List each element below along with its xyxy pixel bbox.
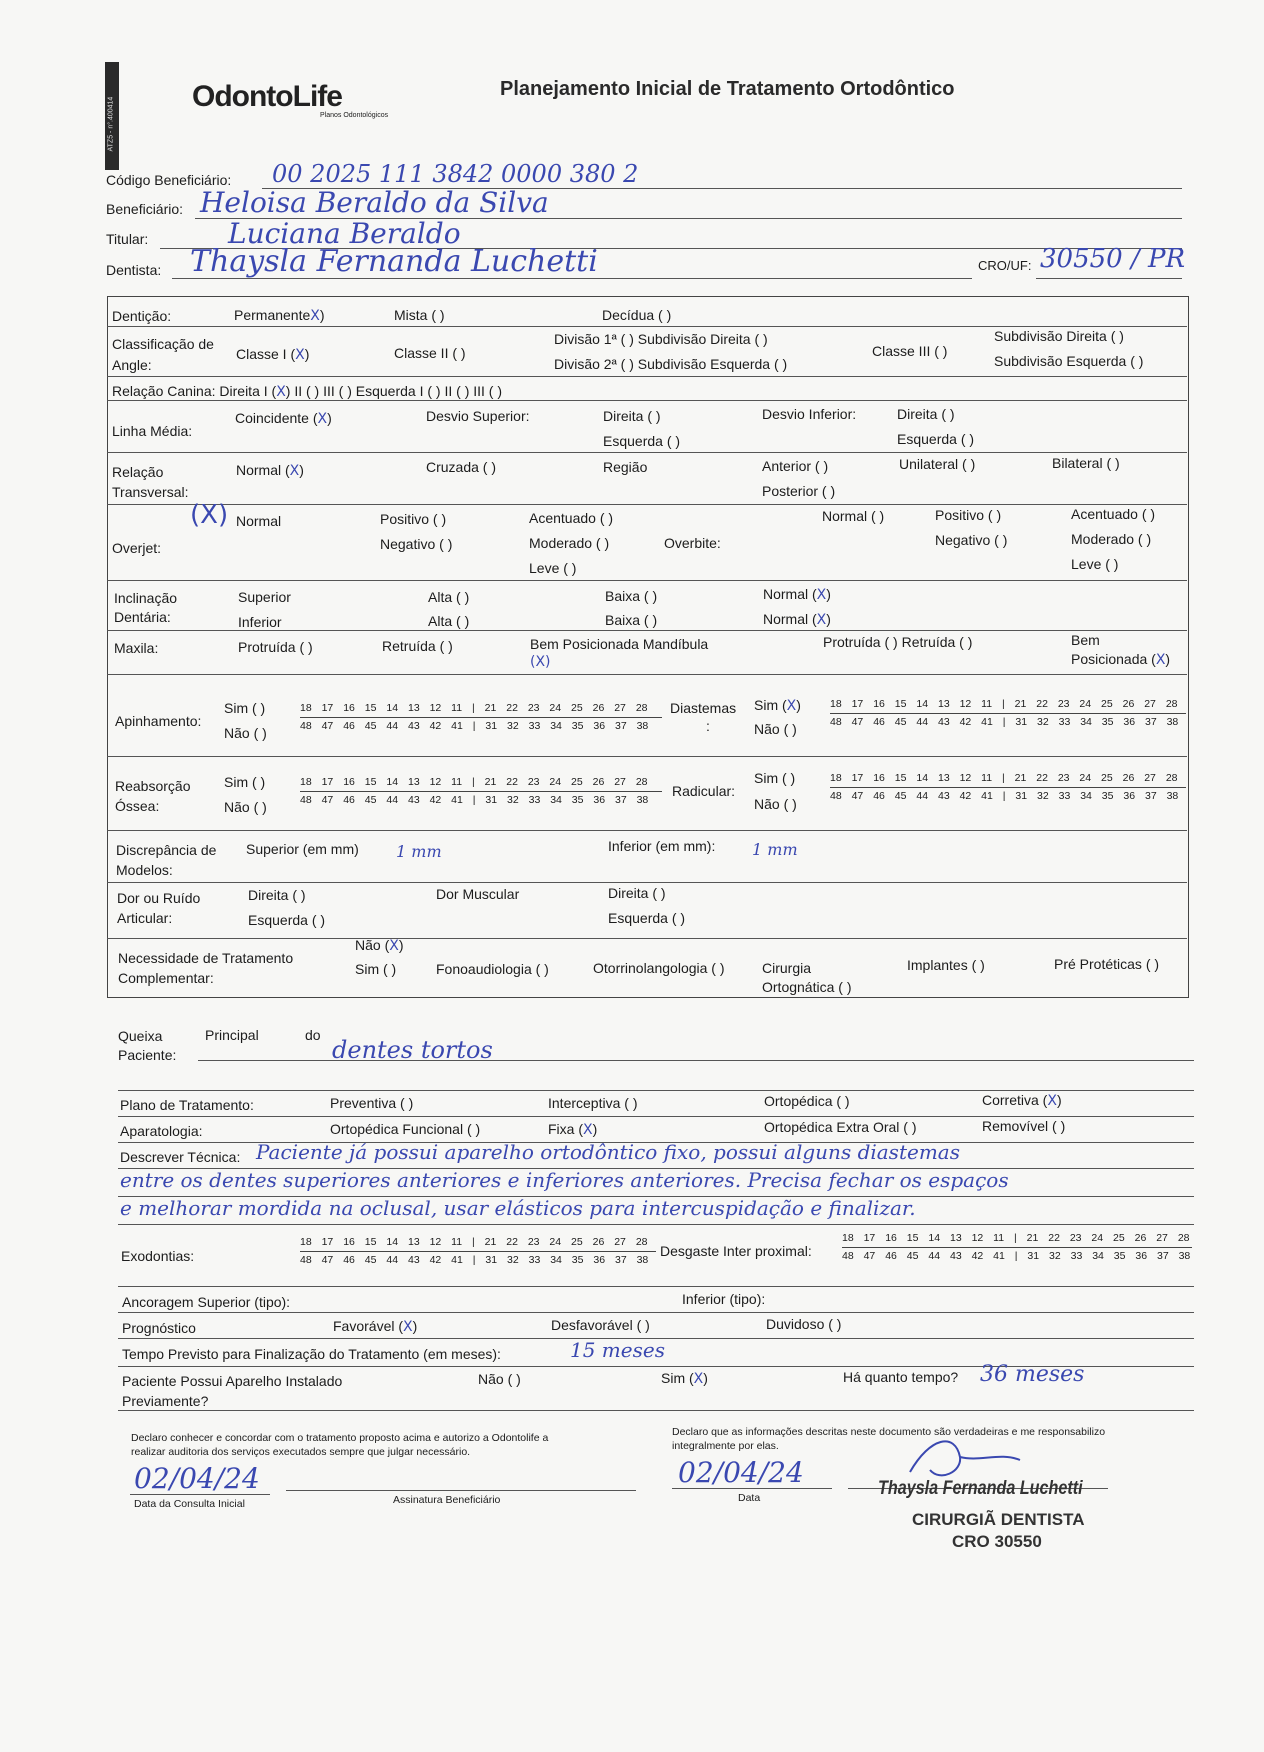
cro-label: CRO/UF: xyxy=(978,258,1032,273)
normal-sup-mark: X xyxy=(816,587,827,603)
data-dentista-value[interactable]: 02/04/24 xyxy=(678,1456,804,1489)
favoravel-close: ) xyxy=(412,1318,418,1334)
data-consulta-value[interactable]: 02/04/24 xyxy=(134,1462,260,1495)
declaracao-beneficiario: Declaro conhecer e concordar com o tratamento proposto acima e autorizo a Odontolife a xyxy=(131,1432,549,1444)
overbite-positivo[interactable]: Positivo ( ) xyxy=(935,507,1002,523)
mand-bem-text: Posicionada ( xyxy=(1071,651,1156,667)
stamp-cro: CRO 30550 xyxy=(952,1532,1042,1551)
inclinacao-label: Inclinação xyxy=(114,590,178,606)
implantes[interactable]: Implantes ( ) xyxy=(907,957,985,973)
linha-media-label: Linha Média: xyxy=(112,423,193,439)
overbite-leve[interactable]: Leve ( ) xyxy=(1071,556,1119,572)
desvio-inf-esquerda[interactable]: Esquerda ( ) xyxy=(897,431,975,447)
relacao-canina xyxy=(112,383,502,400)
transversal-label: Relação xyxy=(112,464,164,480)
barcode-strip: ATZ5 - n°.400414 xyxy=(105,62,119,170)
permanente-close: ) xyxy=(319,307,325,323)
complementar-nao-close: ) xyxy=(398,937,404,953)
bilateral[interactable]: Bilateral ( ) xyxy=(1052,455,1120,471)
discrepancia-label-2: Modelos: xyxy=(116,862,173,878)
complementar-label: Necessidade de Tratamento xyxy=(118,950,294,966)
aparelho-sim-mark: X xyxy=(693,1371,704,1387)
dor-esquerda[interactable]: Esquerda ( ) xyxy=(248,912,326,928)
tecnica-line-1[interactable]: Paciente já possui aparelho ortodôntico fixo, possui alguns diastemas xyxy=(256,1140,960,1164)
pre-proteticas[interactable]: Pré Protéticas ( ) xyxy=(1054,956,1160,972)
declaracao-dentista-2: integralmente por elas. xyxy=(672,1440,779,1452)
coincidente-mark: X xyxy=(317,411,328,427)
complementar-label-2: Complementar: xyxy=(118,970,214,986)
regiao-label: Região xyxy=(603,459,648,475)
aparatologia-removivel[interactable]: Removível ( ) xyxy=(982,1118,1066,1134)
reabsorcao-tooth-chart: 18 17 16 15 14 13 12 11 | 21 22 23 24 25 26 27 28 48 47 46 45 44 43 42 41 | 31 32 33 34 35 36 37 38 xyxy=(300,776,662,806)
prognostico-label: Prognóstico xyxy=(122,1320,196,1336)
stamp-name: Thaysla Fernanda Luchetti xyxy=(878,1478,1083,1499)
discrepancia-inferior-value[interactable]: 1 mm xyxy=(752,840,798,859)
alta-superior[interactable]: Alta ( ) xyxy=(428,589,470,605)
dentista-value: Thaysla Fernanda Luchetti xyxy=(190,244,598,279)
coincidente[interactable] xyxy=(235,410,332,427)
canina-text-a: Relação Canina: Direita I ( xyxy=(112,383,277,399)
lower-right-teeth: 48 47 46 45 44 43 42 41 xyxy=(842,1250,1005,1262)
dor-label: Dor ou Ruído xyxy=(117,890,201,906)
ha-quanto-tempo-value[interactable]: 36 meses xyxy=(980,1362,1085,1387)
inclinacao-superior: Superior xyxy=(238,589,291,605)
alta-inferior[interactable]: Alta ( ) xyxy=(428,613,470,629)
normal-inf-mark: X xyxy=(816,612,827,628)
transversal-cruzada[interactable]: Cruzada ( ) xyxy=(426,459,497,475)
dor-direita[interactable]: Direita ( ) xyxy=(248,887,306,903)
denticao-decidua[interactable]: Decídua ( ) xyxy=(602,307,672,323)
lower-left-teeth: 31 32 33 34 35 36 37 38 xyxy=(485,1254,649,1266)
radicular-nao[interactable]: Não ( ) xyxy=(754,796,797,812)
codigo-value: 00 2025 111 3842 0000 380 2 xyxy=(272,160,639,188)
permanente-text: Permanente xyxy=(234,307,311,323)
tecnica-label: Descrever Técnica: xyxy=(120,1149,241,1165)
prognostico-desfavoravel[interactable]: Desfavorável ( ) xyxy=(551,1317,650,1333)
mand-bem-close: ) xyxy=(1165,651,1171,667)
lower-right-teeth: 48 47 46 45 44 43 42 41 xyxy=(830,790,993,802)
beneficiario-label: Beneficiário: xyxy=(106,201,184,217)
ancoragem-superior-label: Ancoragem Superior (tipo): xyxy=(122,1294,291,1310)
transversal-label-2: Transversal: xyxy=(112,484,189,500)
ortopedica-funcional[interactable]: Ortopédica Funcional ( ) xyxy=(330,1121,481,1137)
overjet-moderado[interactable]: Moderado ( ) xyxy=(529,535,610,551)
aparelho-previo-label: Paciente Possui Aparelho Instalado xyxy=(122,1373,343,1389)
lower-left-teeth: 31 32 33 34 35 36 37 38 xyxy=(485,794,649,806)
overbite-acentuado[interactable]: Acentuado ( ) xyxy=(1071,506,1156,522)
normal-sup-text: Normal ( xyxy=(763,586,817,602)
lower-left-teeth: 31 32 33 34 35 36 37 38 xyxy=(1027,1250,1191,1262)
maxila-bem-mark[interactable]: (X) xyxy=(530,654,551,670)
overjet-leve[interactable]: Leve ( ) xyxy=(529,560,577,576)
plano-tratamento-label: Plano de Tratamento: xyxy=(120,1097,254,1113)
prognostico-favoravel[interactable] xyxy=(333,1318,417,1335)
declaracao-dentista: Declaro que as informações descritas neste documento são verdadeiras e me responsabilizo xyxy=(672,1426,1106,1438)
beneficiario-value: Heloisa Beraldo da Silva xyxy=(200,186,549,219)
normal-inf-close: ) xyxy=(826,611,831,627)
upper-left-teeth: 21 22 23 24 25 26 27 28 xyxy=(1026,1232,1190,1244)
transversal-normal-text: Normal ( xyxy=(236,462,290,478)
lower-left-teeth: 31 32 33 34 35 36 37 38 xyxy=(485,720,649,732)
upper-right-teeth: 18 17 16 15 14 13 12 11 xyxy=(300,1236,463,1248)
codigo-label: Código Beneficiário: xyxy=(106,172,232,188)
diastemas-label: Diastemas xyxy=(670,700,737,716)
prognostico-duvidoso[interactable]: Duvidoso ( ) xyxy=(766,1316,842,1332)
ha-quanto-tempo-label: Há quanto tempo? xyxy=(843,1369,959,1385)
reabsorcao-sim[interactable]: Sim ( ) xyxy=(224,774,266,790)
complementar-nao[interactable] xyxy=(355,937,404,954)
classe-2[interactable]: Classe II ( ) xyxy=(394,345,466,361)
inclinacao-inferior: Inferior xyxy=(238,614,282,630)
page-title: Planejamento Inicial de Tratamento Ortodôntico xyxy=(500,78,955,100)
ancoragem-inferior-label: Inferior (tipo): xyxy=(682,1291,766,1307)
aparelho-previo-nao[interactable]: Não ( ) xyxy=(478,1371,521,1387)
overbite-label: Overbite: xyxy=(664,535,721,551)
normal-superior[interactable] xyxy=(763,586,831,603)
data-consulta-label: Data da Consulta Inicial xyxy=(134,1498,245,1510)
upper-left-teeth: 21 22 23 24 25 26 27 28 xyxy=(484,776,648,788)
cirurgia-ortognatica[interactable]: Ortognática ( ) xyxy=(762,979,852,995)
upper-right-teeth: 18 17 16 15 14 13 12 11 xyxy=(300,776,463,788)
upper-right-teeth: 18 17 16 15 14 13 12 11 xyxy=(300,702,463,714)
cirurgia-label: Cirurgia xyxy=(762,960,812,976)
diastemas-sim[interactable] xyxy=(754,697,801,714)
plano-ortopedica[interactable]: Ortopédica ( ) xyxy=(764,1093,850,1109)
plano-preventiva[interactable]: Preventiva ( ) xyxy=(330,1095,414,1111)
reabsorcao-label-2: Óssea: xyxy=(115,798,160,814)
complementar-nao-text: Não ( xyxy=(355,937,390,953)
plano-corretiva[interactable] xyxy=(982,1092,1062,1109)
angle-label: Classificação de xyxy=(112,336,214,352)
regiao-anterior[interactable]: Anterior ( ) xyxy=(762,458,829,474)
logo-subtitle: Planos Odontológicos xyxy=(320,112,389,119)
canina-text-b: ) II ( ) III ( ) Esquerda I ( ) II ( ) III ( ) xyxy=(285,383,503,399)
discrepancia-inferior-label: Inferior (em mm): xyxy=(608,838,716,854)
apinhamento-label: Apinhamento: xyxy=(115,713,202,729)
corretiva-close: ) xyxy=(1056,1092,1062,1108)
overjet-normal[interactable]: Normal xyxy=(236,513,282,529)
inclinacao-label-2: Dentária: xyxy=(114,609,171,625)
lower-right-teeth: 48 47 46 45 44 43 42 41 xyxy=(300,1254,463,1266)
divisao-1[interactable]: Divisão 1ª ( ) Subdivisão Direita ( ) xyxy=(554,331,768,347)
maxila-protruida[interactable]: Protruída ( ) xyxy=(238,639,313,655)
lower-left-teeth: 31 32 33 34 35 36 37 38 xyxy=(1015,716,1179,728)
overjet-positivo[interactable]: Positivo ( ) xyxy=(380,511,447,527)
baixa-superior[interactable]: Baixa ( ) xyxy=(605,588,658,604)
normal-inferior[interactable] xyxy=(763,611,831,628)
classe1-text: Classe I ( xyxy=(236,346,296,362)
transversal-normal-mark: X xyxy=(289,463,300,479)
queixa-value[interactable]: dentes tortos xyxy=(332,1036,493,1064)
upper-right-teeth: 18 17 16 15 14 13 12 11 xyxy=(830,698,993,710)
overbite-moderado[interactable]: Moderado ( ) xyxy=(1071,531,1152,547)
coincidente-text: Coincidente ( xyxy=(235,410,318,426)
favoravel-mark: X xyxy=(403,1319,413,1335)
tecnica-line-3[interactable]: e melhorar mordida na oclusal, usar elásticos para intercuspidação e finalizar. xyxy=(120,1196,916,1220)
divisao-2[interactable]: Divisão 2ª ( ) Subdivisão Esquerda ( ) xyxy=(554,356,788,372)
desvio-sup-esquerda[interactable]: Esquerda ( ) xyxy=(603,433,681,449)
muscular-esquerda[interactable]: Esquerda ( ) xyxy=(608,910,686,926)
reabsorcao-label: Reabsorção xyxy=(115,778,191,794)
diastemas-tooth-chart: 18 17 16 15 14 13 12 11 | 21 22 23 24 25 26 27 28 48 47 46 45 44 43 42 41 | 31 32 33 34 35 36 37 38 xyxy=(830,698,1186,728)
classe1-close: ) xyxy=(304,346,310,362)
radicular-tooth-chart: 18 17 16 15 14 13 12 11 | 21 22 23 24 25 26 27 28 48 47 46 45 44 43 42 41 | 31 32 33 34 35 36 37 38 xyxy=(830,772,1186,802)
classe-1[interactable] xyxy=(236,346,309,363)
angle-label-2: Angle: xyxy=(112,357,152,373)
discrepancia-label: Discrepância de xyxy=(116,842,217,858)
muscular-direita[interactable]: Direita ( ) xyxy=(608,885,666,901)
aparelho-sim-text: Sim ( xyxy=(661,1370,694,1386)
denticao-permanente[interactable] xyxy=(234,307,325,324)
regiao-posterior[interactable]: Posterior ( ) xyxy=(762,483,836,499)
plano-interceptiva[interactable]: Interceptiva ( ) xyxy=(548,1095,638,1111)
fixa-close: ) xyxy=(592,1121,598,1137)
overjet-label: Overjet: xyxy=(112,540,162,556)
complementar-nao-mark: X xyxy=(389,938,399,954)
baixa-inferior[interactable]: Baixa ( ) xyxy=(605,612,658,628)
queixa-label-principal: Principal xyxy=(205,1027,259,1043)
dor-muscular-label: Dor Muscular xyxy=(436,886,520,902)
data-dentista-label: Data xyxy=(738,1492,761,1504)
declaracao-beneficiario-2: realizar auditoria dos serviços executados sempre que julgar necessário. xyxy=(131,1446,471,1458)
subdivisao-esquerda[interactable]: Subdivisão Esquerda ( ) xyxy=(994,353,1144,369)
transversal-normal-close: ) xyxy=(299,462,304,478)
diastemas-colon: : xyxy=(706,718,710,734)
desvio-superior-label: Desvio Superior: xyxy=(426,408,530,424)
corretiva-text: Corretiva ( xyxy=(982,1092,1048,1108)
queixa-label-paciente: Paciente: xyxy=(118,1047,177,1063)
upper-left-teeth: 21 22 23 24 25 26 27 28 xyxy=(1014,772,1178,784)
mandibula-protruida-retruida[interactable]: Protruída ( ) Retruída ( ) xyxy=(823,634,973,650)
classe1-mark: X xyxy=(295,347,305,363)
diastemas-nao[interactable]: Não ( ) xyxy=(754,721,797,737)
fixa-text: Fixa ( xyxy=(548,1121,583,1137)
desgaste-label: Desgaste Inter proximal: xyxy=(660,1243,812,1259)
mand-bem-mark: X xyxy=(1155,652,1166,668)
lower-right-teeth: 48 47 46 45 44 43 42 41 xyxy=(300,720,463,732)
aparelho-sim-close: ) xyxy=(703,1370,708,1386)
aparelho-previo-sim[interactable] xyxy=(661,1370,708,1387)
overbite-negativo[interactable]: Negativo ( ) xyxy=(935,532,1008,548)
dentista-label: Dentista: xyxy=(106,262,162,278)
assinatura-beneficiario-label: Assinatura Beneficiário xyxy=(393,1494,501,1506)
corretiva-mark: X xyxy=(1047,1093,1057,1109)
lower-right-teeth: 48 47 46 45 44 43 42 41 xyxy=(830,716,993,728)
desgaste-tooth-chart: 18 17 16 15 14 13 12 11 | 21 22 23 24 25 26 27 28 48 47 46 45 44 43 42 41 | 31 32 33 34 35 36 37 38 xyxy=(842,1232,1191,1262)
reabsorcao-nao[interactable]: Não ( ) xyxy=(224,799,267,815)
fixa-mark: X xyxy=(583,1122,593,1138)
upper-right-teeth: 18 17 16 15 14 13 12 11 xyxy=(842,1232,1005,1244)
coincidente-close: ) xyxy=(327,410,332,426)
apinhamento-sim[interactable]: Sim ( ) xyxy=(224,700,266,716)
unilateral[interactable]: Unilateral ( ) xyxy=(899,456,976,472)
dor-label-2: Articular: xyxy=(117,910,173,926)
logo-text: OdontoLife xyxy=(192,80,342,113)
mandibula-bem-label: Bem xyxy=(1071,632,1100,648)
bem-posicionada-mandibula: Bem Posicionada Mandíbula xyxy=(530,636,709,652)
normal-sup-close: ) xyxy=(826,586,831,602)
maxila-retruida[interactable]: Retruída ( ) xyxy=(382,638,453,654)
maxila-label: Maxila: xyxy=(114,640,159,656)
fonoaudiologia[interactable]: Fonoaudiologia ( ) xyxy=(436,961,549,977)
aparelho-previo-label-2: Previamente? xyxy=(122,1393,209,1409)
aparatologia-label: Aparatologia: xyxy=(120,1123,203,1139)
queixa-label-do: do xyxy=(305,1027,321,1043)
otorrinolaringologia[interactable]: Otorrinolangologia ( ) xyxy=(593,960,725,976)
upper-left-teeth: 21 22 23 24 25 26 27 28 xyxy=(484,702,648,714)
titular-label: Titular: xyxy=(106,231,149,247)
odontolife-logo xyxy=(192,80,388,119)
diastemas-sim-mark: X xyxy=(786,698,797,714)
apinhamento-tooth-chart: 18 17 16 15 14 13 12 11 | 21 22 23 24 25 26 27 28 48 47 46 45 44 43 42 41 | 31 32 33 34 35 36 37 38 xyxy=(300,702,662,732)
canina-mark: X xyxy=(276,384,286,400)
transversal-normal[interactable] xyxy=(236,462,304,479)
desvio-inferior-label: Desvio Inferior: xyxy=(762,406,857,422)
upper-right-teeth: 18 17 16 15 14 13 12 11 xyxy=(830,772,993,784)
upper-left-teeth: 21 22 23 24 25 26 27 28 xyxy=(1014,698,1178,710)
titular-value: Luciana Beraldo xyxy=(228,217,461,250)
classe-3[interactable]: Classe III ( ) xyxy=(872,343,948,359)
overbite-normal[interactable]: Normal ( ) xyxy=(822,508,885,524)
apinhamento-nao[interactable]: Não ( ) xyxy=(224,725,267,741)
tecnica-line-2[interactable]: entre os dentes superiores anteriores e inferiores anteriores. Precisa fechar os espaços xyxy=(120,1168,1009,1192)
subdivisao-direita[interactable]: Subdivisão Direita ( ) xyxy=(994,328,1124,344)
normal-inf-text: Normal ( xyxy=(763,611,817,627)
radicular-sim[interactable]: Sim ( ) xyxy=(754,770,796,786)
lower-left-teeth: 31 32 33 34 35 36 37 38 xyxy=(1015,790,1179,802)
denticao-label: Dentição: xyxy=(112,308,172,324)
diastemas-sim-text: Sim ( xyxy=(754,697,787,713)
queixa-label: Queixa xyxy=(118,1028,163,1044)
desvio-sup-direita[interactable]: Direita ( ) xyxy=(603,408,661,424)
exodontias-tooth-chart: 18 17 16 15 14 13 12 11 | 21 22 23 24 25 26 27 28 48 47 46 45 44 43 42 41 | 31 32 33 34 35 36 37 38 xyxy=(300,1236,656,1266)
permanente-mark: X xyxy=(310,308,320,324)
discrepancia-superior-label: Superior (em mm) xyxy=(246,841,359,857)
discrepancia-superior-value[interactable]: 1 mm xyxy=(396,842,442,861)
stamp-title: CIRURGIÃ DENTISTA xyxy=(912,1510,1085,1529)
upper-left-teeth: 21 22 23 24 25 26 27 28 xyxy=(484,1236,648,1248)
exodontias-label: Exodontias: xyxy=(121,1248,195,1264)
tempo-previsto-label: Tempo Previsto para Finalização do Tratamento (em meses): xyxy=(122,1346,501,1362)
desvio-inf-direita[interactable]: Direita ( ) xyxy=(897,406,955,422)
diastemas-sim-close: ) xyxy=(796,697,801,713)
complementar-sim[interactable]: Sim ( ) xyxy=(355,961,397,977)
ortopedica-extra-oral[interactable]: Ortopédica Extra Oral ( ) xyxy=(764,1119,917,1135)
overjet-mark: (X) xyxy=(190,500,229,530)
denticao-mista[interactable]: Mista ( ) xyxy=(394,307,445,323)
mandibula-bem-posicionada[interactable] xyxy=(1071,651,1170,668)
favoravel-text: Favorável ( xyxy=(333,1318,404,1334)
overjet-negativo[interactable]: Negativo ( ) xyxy=(380,536,453,552)
tempo-previsto-value[interactable]: 15 meses xyxy=(570,1338,665,1362)
radicular-label: Radicular: xyxy=(672,783,736,799)
lower-right-teeth: 48 47 46 45 44 43 42 41 xyxy=(300,794,463,806)
overjet-acentuado[interactable]: Acentuado ( ) xyxy=(529,510,614,526)
cro-value: 30550 / PR xyxy=(1040,244,1186,274)
aparatologia-fixa[interactable] xyxy=(548,1121,597,1138)
